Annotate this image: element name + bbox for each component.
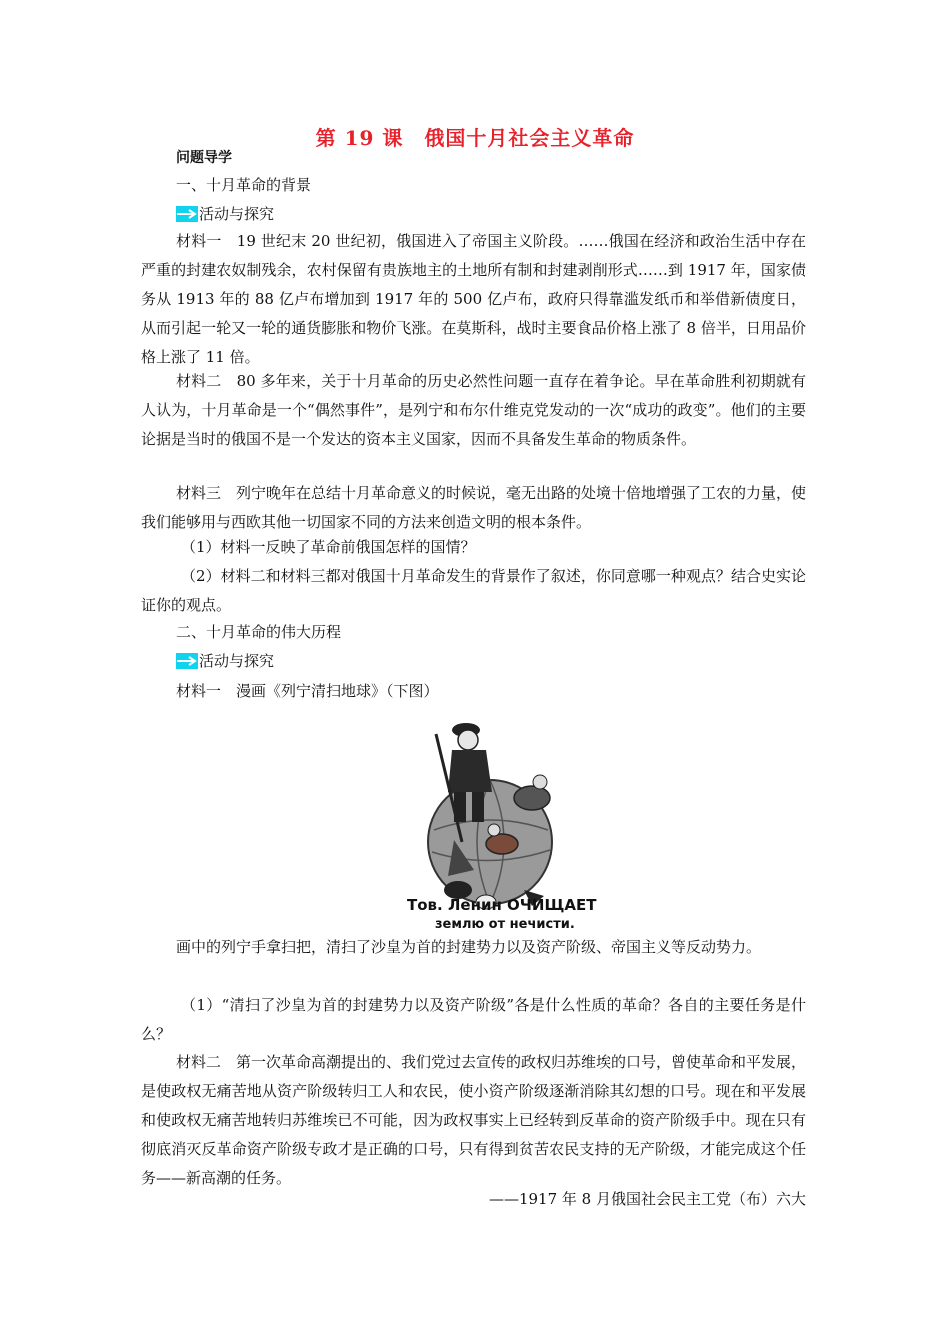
activity-label: 活动与探究 [199,652,275,670]
p1-question-1: （1）材料一反映了革命前俄国怎样的国情？ [181,538,476,556]
p2-material-1-description: 画中的列宁手拿扫把，清扫了沙皇为首的封建势力以及资产阶级、帝国主义等反动势力。 [176,938,762,956]
p1-material-3: 材料三 列宁晚年在总结十月革命意义的时候说，毫无出路的处境十倍地增强了工农的力量，使我们能够用与西欧其他一切国家不同的方法来创造文明的根本条件。 [141,484,807,531]
part2-heading: 二、十月革命的伟大历程 [176,623,342,641]
p2-material-2: 材料二 第一次革命高潮提出的、我们党过去宣传的政权归苏维埃的口号，曾使革命和平发展，是使政权无痛苦地从资产阶级转归工人和农民，使小资产阶级逐渐消除其幻想的口号。现在和平发展和使政权无痛苦地转归苏维埃已不可能，因为政权事实上已经转到反革命的资产阶级手中。现在只有彻底消灭反革命资产阶级专政才是正确的口号，只有得到贫苦农民支持的无产阶级，才能完成这个任务——新高潮的任务。 [141,1053,807,1187]
arrow-icon [176,206,198,222]
part1-activity [176,204,274,224]
p1-material-1: 材料一 19 世纪末 20 世纪初，俄国进入了帝国主义阶段。……俄国在经济和政治生活中存在严重的封建农奴制残余，农村保留有贵族地主的土地所有制和封建剥削形式……到 1917 年，国家债务从 1913 年的 88 亿卢布增加到 1917 年的 500 亿卢布，政府只得靠滥发纸币和举借新债度日，从而引起一轮又一轮的通货膨胀和物价飞涨。在莫斯科，战时主要食品价格上涨了 8 倍半，日用品价格上涨了 11 倍。 [141,232,806,366]
p2-question-1: （1）“清扫了沙皇为首的封建势力以及资产阶级”各是什么性质的革命？各自的主要任务是什么？ [141,996,806,1043]
section-label: 问题导学 [176,150,232,166]
part1-heading: 一、十月革命的背景 [176,176,312,194]
activity-label: 活动与探究 [199,205,275,223]
arrow-icon [176,653,198,669]
part2-activity [176,651,274,671]
p1-material-2: 材料二 80 多年来，关于十月革命的历史必然性问题一直存在着争论。早在革命胜利初期就有人认为，十月革命是一个“偶然事件”，是列宁和布尔什维克党发动的一次“成功的政变”。他们的主要论据是当时的俄国不是一个发达的资本主义国家，因而不具备发生革命的物质条件。 [141,372,806,448]
p1-question-2: （2）材料二和材料三都对俄国十月革命发生的背景作了叙述，你同意哪一种观点？结合史实论证你的观点。 [141,567,806,614]
cartoon-caption-1: Тов. Ленин ОЧИЩАЕТ [407,896,597,914]
lesson-title: 第 19 课 俄国十月社会主义革命 [315,126,635,150]
cartoon-caption-2: землю от нечисти. [435,917,575,932]
p2-material-1-intro: 材料一 漫画《列宁清扫地球》（下图） [176,682,439,700]
source-citation: ——1917 年 8 月俄国社会民主工党（布）六大 [488,1190,806,1208]
